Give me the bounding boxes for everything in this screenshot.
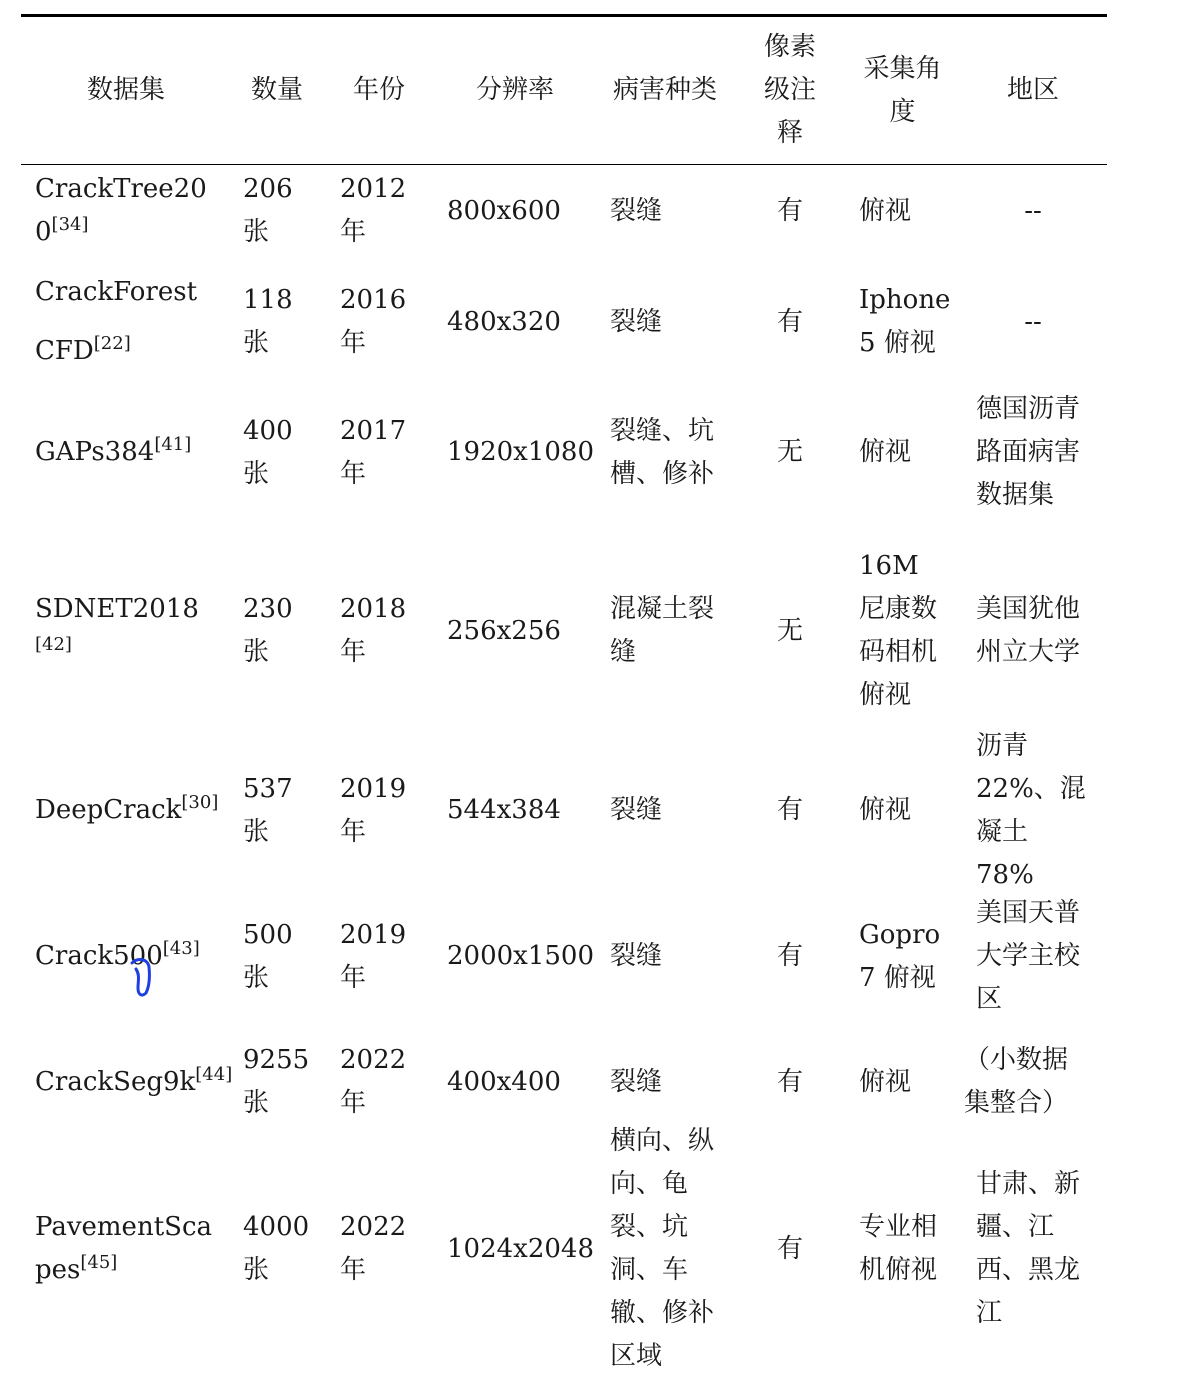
table-row-1-count: 206张 [243, 174, 293, 247]
table-row-1-dataset: CrackTree200[34] [35, 174, 207, 247]
table-row-5-count: 537张 [243, 773, 293, 847]
table-row-1-types: 裂缝 [610, 195, 663, 226]
table-row-5-resolution: 544x384 [447, 795, 561, 825]
table-row-3-angle: 俯视 [859, 437, 912, 467]
table-row-1-pixel: 有 [776, 195, 803, 226]
table-row-1-angle: 俯视 [859, 195, 912, 226]
table-row-1-resolution: 800x600 [447, 195, 561, 226]
table-row-7-types: 裂缝 [610, 1066, 663, 1097]
header-dataset: 数据集 [86, 75, 165, 105]
table-row-5-pixel: 有 [776, 795, 803, 825]
table-row-8-angle: 专业相机俯视 [859, 1212, 938, 1285]
table-row-8-dataset: PavementScapes[45] [35, 1212, 213, 1285]
table-row-3-count: 400张 [243, 415, 293, 489]
table-row-4-pixel: 无 [776, 615, 803, 646]
table-row-6-count: 500张 [243, 919, 293, 993]
table-row-4-region: 美国犹他州立大学 [976, 594, 1081, 667]
table-row-1-year: 2012年 [340, 174, 407, 247]
table-row-3-region: 德国沥青路面病害数据集 [976, 394, 1081, 510]
table-row-6-pixel: 有 [776, 941, 803, 971]
table-row-8-count: 4000张 [243, 1212, 310, 1285]
table-row-8-year: 2022年 [340, 1212, 407, 1285]
table-row-8-pixel: 有 [776, 1233, 803, 1264]
header-count: 数量 [250, 75, 303, 105]
table-row-7-region: （小数据集整合） [964, 1045, 1069, 1118]
table-row-8-resolution: 1024x2048 [447, 1233, 594, 1264]
table-row-6-region: 美国天普大学主校区 [976, 898, 1081, 1014]
header-year: 年份 [352, 75, 405, 105]
table-row-8-region: 甘肃、新疆、江西、黑龙江 [976, 1169, 1081, 1328]
table-row-5-angle: 俯视 [859, 795, 912, 825]
table-row-7-year: 2022年 [340, 1045, 407, 1118]
table-row-6-year: 2019年 [340, 919, 407, 993]
table-row-2-resolution: 480x320 [447, 306, 561, 337]
table-row-5-dataset: DeepCrack[30] [35, 792, 219, 825]
table-row-3-resolution: 1920x1080 [447, 437, 594, 467]
table-row-7-pixel: 有 [776, 1066, 803, 1097]
table-row-7-angle: 俯视 [859, 1066, 912, 1097]
table-row-3-pixel: 无 [776, 437, 803, 467]
table-row-5-year: 2019年 [340, 773, 407, 847]
table-row-2-year: 2016年 [340, 285, 407, 358]
table-row-6-resolution: 2000x1500 [447, 941, 594, 971]
table-row-4-dataset: SDNET2018[42] [35, 594, 199, 655]
table-row-8-types: 横向、纵向、龟裂、坑洞、车辙、修补区域 [610, 1126, 715, 1371]
header-angle: 采集角度 [863, 53, 942, 127]
table-row-4-types: 混凝土裂缝 [610, 594, 715, 667]
table-row-1-region: -- [1024, 195, 1042, 226]
table-row-4-count: 230张 [243, 594, 293, 667]
table-row-6-dataset: Crack500[43] [35, 938, 200, 971]
table-row-2-types: 裂缝 [610, 306, 663, 337]
table-row-7-count: 9255张 [243, 1045, 310, 1118]
table-row-2-dataset: CrackForest CFD[22] [35, 277, 198, 366]
table-row-5-types: 裂缝 [610, 795, 663, 825]
table-row-2-region: -- [1024, 306, 1042, 337]
table-row-2-pixel: 有 [776, 306, 803, 337]
header-types: 病害种类 [612, 75, 717, 105]
table-row-3-year: 2017年 [340, 415, 407, 489]
header-pixel-annotation: 像素级注释 [763, 32, 816, 148]
table-row-3-dataset: GAPs384[41] [35, 434, 192, 467]
table-row-4-resolution: 256x256 [447, 615, 561, 646]
handwritten-loop-mark-icon [128, 955, 154, 997]
table-row-6-types: 裂缝 [610, 941, 663, 971]
header-region: 地区 [1006, 75, 1059, 105]
table-row-5-region: 沥青22%、混凝土 78% [976, 730, 1086, 890]
table-row-7-dataset: CrackSeg9k[44] [35, 1063, 233, 1097]
table-row-7-resolution: 400x400 [447, 1066, 561, 1097]
table-row-4-angle: 16M 尼康数码相机俯视 [859, 551, 938, 710]
table-row-2-angle: Iphone 5 俯视 [859, 285, 951, 358]
table-row-6-angle: Gopro 7 俯视 [859, 919, 941, 993]
table-row-3-types: 裂缝、坑槽、修补 [610, 415, 715, 489]
table-row-2-count: 118张 [243, 285, 293, 358]
table-header-rule [21, 164, 1107, 165]
table-row-4-year: 2018年 [340, 594, 407, 667]
header-resolution: 分辨率 [475, 75, 554, 105]
